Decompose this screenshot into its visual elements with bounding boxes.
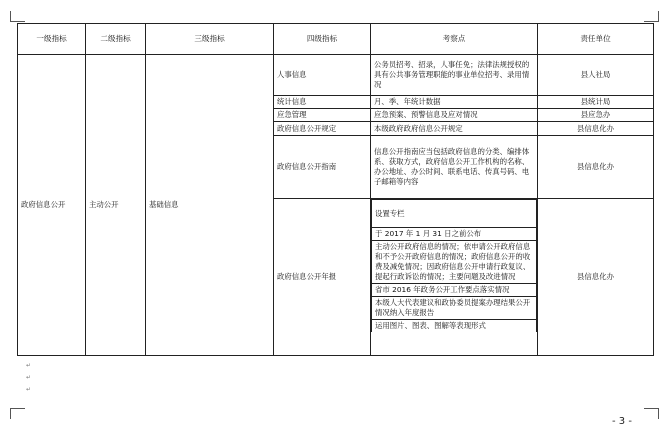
cell-level3: 基础信息	[146, 54, 274, 355]
cell-point-list	[371, 199, 538, 356]
list-item: 设置专栏	[372, 200, 537, 228]
cell-level4: 政府信息公开规定	[274, 122, 371, 135]
cell-unit: 县应急办	[538, 109, 654, 122]
cell-point: 公务员招考、招录，人事任免；法律法规授权的具有公共事务管理职能的事业单位招考、录用情况	[371, 54, 538, 95]
paragraph-mark: ↵	[26, 362, 32, 369]
paragraph-mark: ↵	[26, 374, 32, 381]
cell-level4: 人事信息	[274, 54, 371, 95]
cell-unit: 县统计局	[538, 95, 654, 108]
header-unit: 责任单位	[538, 24, 654, 55]
header-level3: 三级指标	[146, 24, 274, 55]
cell-level4: 政府信息公开年报	[274, 199, 371, 356]
cell-unit: 县信息化办	[538, 122, 654, 135]
cell-point: 应急预案、预警信息及应对情况	[371, 109, 538, 122]
cell-unit: 县信息化办	[538, 135, 654, 199]
header-level4: 四级指标	[274, 24, 371, 55]
cell-level4: 统计信息	[274, 95, 371, 108]
cell-point: 信息公开指南应当包括政府信息的分类、编排体系、获取方式，政府信息公开工作机构的名称、办公地址、办公时间、联系电话、传真号码、电子邮箱等内容	[371, 135, 538, 199]
cell-point: 本级政府政府信息公开规定	[371, 122, 538, 135]
cell-level4: 政府信息公开指南	[274, 135, 371, 199]
cell-level2: 主动公开	[86, 54, 146, 355]
crop-mark-bottom-left	[10, 408, 25, 419]
list-item: 本级人大代表建议和政协委员提案办理结果公开情况纳入年度报告	[372, 297, 537, 320]
table-row	[18, 54, 654, 95]
indicator-table	[17, 23, 654, 356]
header-level1: 一级指标	[18, 24, 86, 55]
cell-unit: 县信息化办	[538, 199, 654, 356]
page-number: - 3 -	[612, 416, 632, 427]
list-item: 主动公开政府信息的情况；依申请公开政府信息和不予公开政府信息的情况；政府信息公开的收费及减免情况；因政府信息公开申请行政复议、提起行政诉讼的情况；主要问题及改进情况	[372, 241, 537, 284]
crop-mark-top-left	[10, 11, 25, 22]
cell-unit: 县人社局	[538, 54, 654, 95]
cell-point: 月、季、年统计数据	[371, 95, 538, 108]
cell-level4: 应急管理	[274, 109, 371, 122]
header-point: 考察点	[371, 24, 538, 55]
crop-mark-top-right	[644, 11, 659, 22]
header-level2: 二级指标	[86, 24, 146, 55]
list-item: 于 2017 年 1 月 31 日之前公布	[372, 228, 537, 241]
list-item: 运用图片、图表、图解等表现形式	[372, 320, 537, 332]
table-header-row	[18, 24, 654, 55]
paragraph-mark: ↵	[26, 386, 32, 393]
cell-level1: 政府信息公开	[18, 54, 86, 355]
crop-mark-bottom-right	[644, 408, 659, 419]
annual-report-points	[371, 199, 537, 332]
list-item: 省市 2016 年政务公开工作要点落实情况	[372, 284, 537, 297]
